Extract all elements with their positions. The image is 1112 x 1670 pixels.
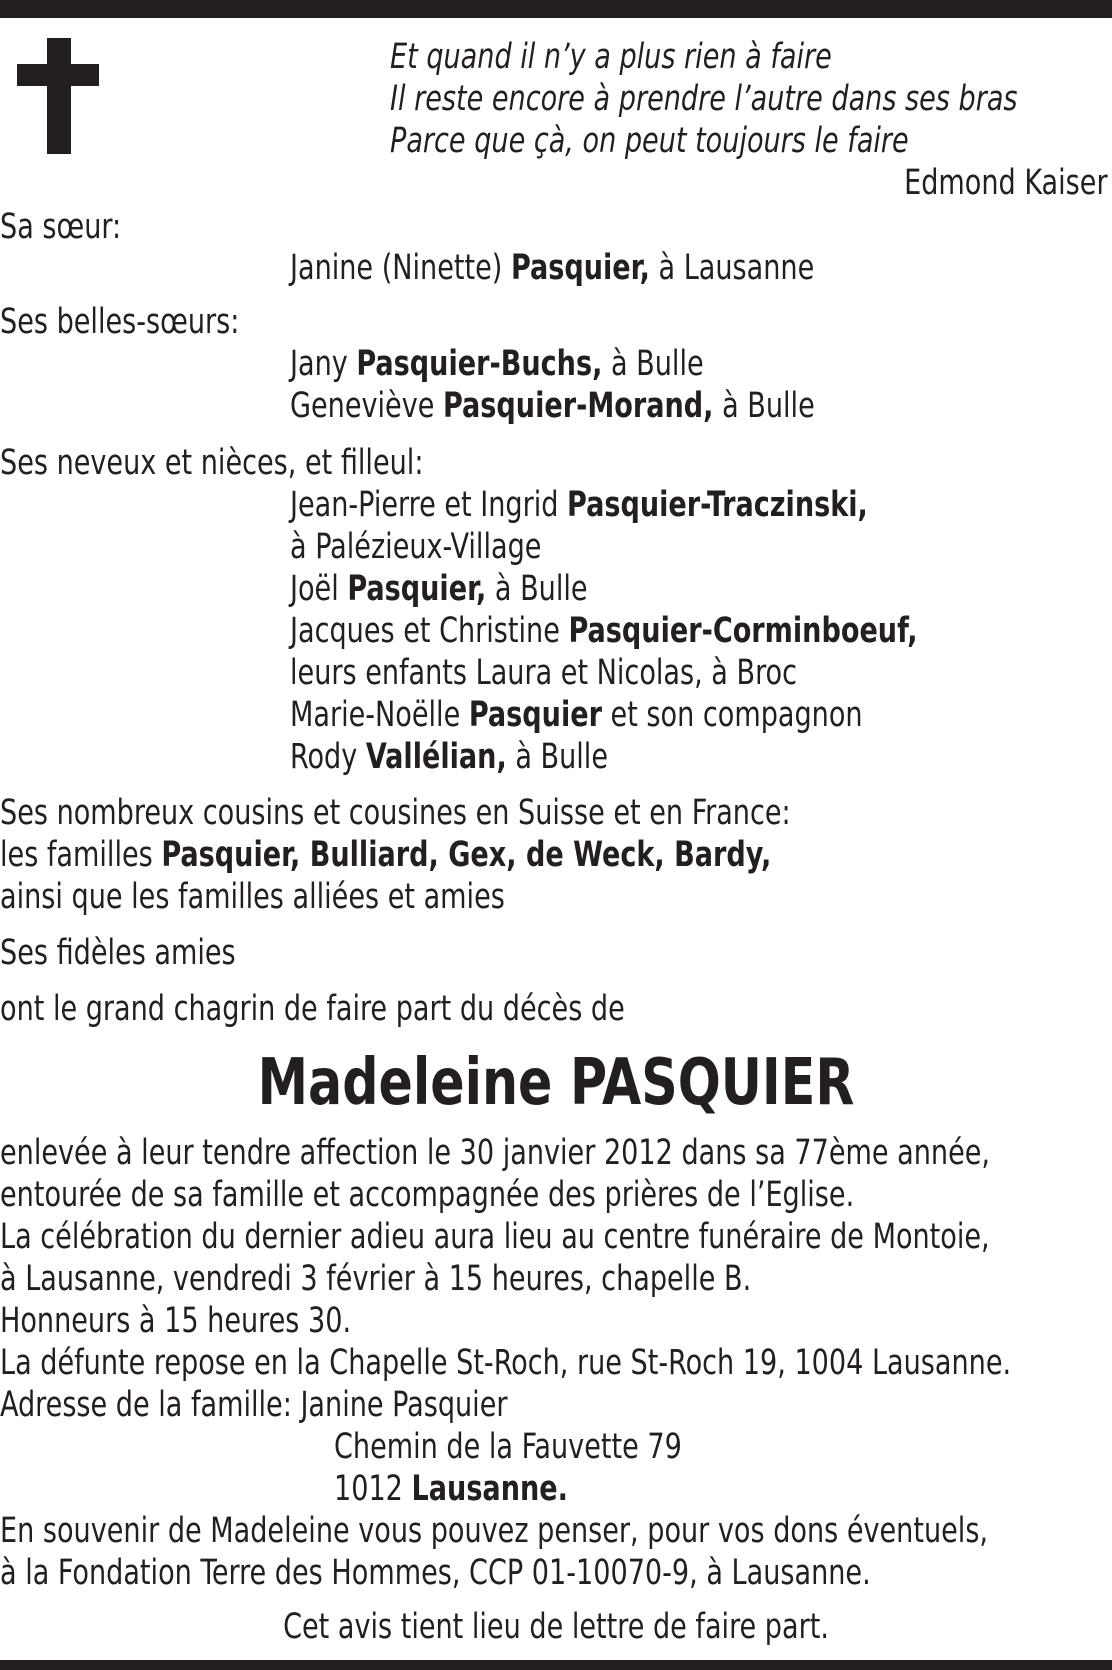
nephews-line-5: leurs enfants Laura et Nicolas, à Broc: [290, 653, 797, 693]
cousins-line-2: les familles Pasquier, Bulliard, Gex, de Weck, Bardy,: [0, 835, 772, 875]
cousins-line-3: ainsi que les familles alliées et amies: [0, 877, 505, 917]
cross-icon: [17, 38, 99, 154]
footer-note: Cet avis tient lieu de lettre de faire part.: [283, 1607, 829, 1647]
nephews-line-3: Joël Pasquier, à Bulle: [290, 569, 588, 609]
details-line-4: à Lausanne, vendredi 3 février à 15 heures, chapelle B.: [0, 1259, 752, 1299]
announce-line: ont le grand chagrin de faire part du décès de: [0, 989, 625, 1029]
details-line-7: En souvenir de Madeleine vous pouvez penser, pour vos dons éventuels,: [0, 1511, 989, 1551]
sister-in-law-line-2: Geneviève Pasquier-Morand, à Bulle: [290, 386, 815, 426]
cousins-line-1: Ses nombreux cousins et cousines en Suisse et en France:: [0, 793, 791, 833]
details-line-6: La défunte repose en la Chapelle St-Roch, rue St-Roch 19, 1004 Lausanne.: [0, 1343, 1012, 1383]
details-line-8: à la Fondation Terre des Hommes, CCP 01-10070-9, à Lausanne.: [0, 1553, 871, 1593]
deceased-name: Madeleine PASQUIER: [257, 1046, 855, 1120]
quote-line-3: Parce que çà, on peut toujours le faire: [390, 121, 909, 161]
sister-line: Janine (Ninette) Pasquier, à Lausanne: [290, 248, 815, 288]
sister-heading: Sa sœur:: [0, 207, 122, 247]
sister-in-law-line-1: Jany Pasquier-Buchs, à Bulle: [290, 344, 704, 384]
friends-line: Ses fidèles amies: [0, 933, 236, 973]
quote-line-1: Et quand il n’y a plus rien à faire: [390, 37, 832, 77]
family-address-line-3: 1012 Lausanne.: [334, 1469, 568, 1509]
quote-line-2: Il reste encore à prendre l’autre dans ses bras: [390, 79, 1018, 119]
bottom-rule: [0, 1660, 1112, 1670]
family-address-line-2: Chemin de la Fauvette 79: [334, 1427, 682, 1467]
top-rule: [0, 0, 1112, 18]
quote-author: Edmond Kaiser: [904, 163, 1108, 203]
details-line-5: Honneurs à 15 heures 30.: [0, 1301, 352, 1341]
nephews-line-2: à Palézieux-Village: [290, 527, 542, 567]
nephews-line-6: Marie-Noëlle Pasquier et son compagnon: [290, 695, 863, 735]
nephews-line-7: Rody Vallélian, à Bulle: [290, 737, 608, 777]
details-line-3: La célébration du dernier adieu aura lieu au centre funéraire de Montoie,: [0, 1217, 990, 1257]
nephews-heading: Ses neveux et nièces, et filleul:: [0, 443, 424, 483]
details-line-1: enlevée à leur tendre affection le 30 janvier 2012 dans sa 77ème année,: [0, 1133, 991, 1173]
sisters-in-law-heading: Ses belles-sœurs:: [0, 302, 240, 342]
nephews-line-1: Jean-Pierre et Ingrid Pasquier-Traczinski,: [290, 485, 868, 525]
family-address-line-1: Adresse de la famille: Janine Pasquier: [0, 1385, 508, 1425]
nephews-line-4: Jacques et Christine Pasquier-Corminboeuf,: [290, 611, 918, 651]
details-line-2: entourée de sa famille et accompagnée des prières de l’Eglise.: [0, 1175, 855, 1215]
